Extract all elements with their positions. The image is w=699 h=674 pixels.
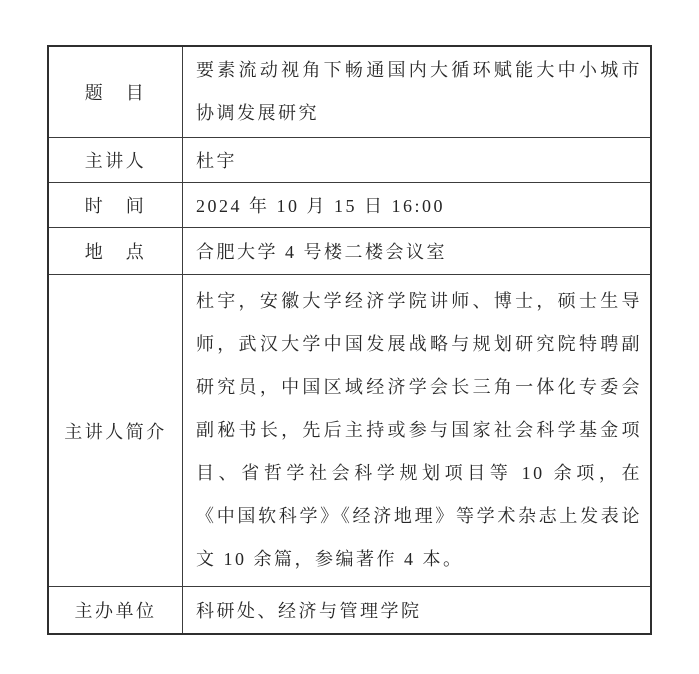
table-row-speaker — [48, 138, 651, 183]
time-label: 时 间 — [48, 183, 183, 228]
location-label: 地 点 — [48, 228, 183, 275]
title-value: 要素流动视角下畅通国内大循环赋能大中小城市协调发展研究 — [183, 46, 652, 138]
time-value: 2024 年 10 月 15 日 16:00 — [183, 183, 652, 228]
table-row-organizer — [48, 587, 651, 634]
speaker-bio-label: 主讲人简介 — [48, 275, 183, 587]
title-label: 题 目 — [48, 46, 183, 138]
table-row-time — [48, 183, 651, 228]
organizer-value: 科研处、经济与管理学院 — [183, 587, 652, 634]
location-value: 合肥大学 4 号楼二楼会议室 — [183, 228, 652, 275]
speaker-value: 杜宇 — [183, 138, 652, 183]
organizer-label: 主办单位 — [48, 587, 183, 634]
lecture-info-table — [47, 45, 652, 635]
table-row-title — [48, 46, 651, 138]
table-row-location — [48, 228, 651, 275]
speaker-bio-value: 杜宇，安徽大学经济学院讲师、博士，硕士生导师，武汉大学中国发展战略与规划研究院特聘副研究员，中国区域经济学会长三角一体化专委会副秘书长，先后主持或参与国家社会科学基金项目、省哲学社会科学规划项目等 10 余项，在《中国软科学》《经济地理》等学术杂志上发表论文 10 余篇，参编著作 4 本。 — [183, 275, 652, 587]
table-row-speaker-bio — [48, 275, 651, 587]
speaker-label: 主讲人 — [48, 138, 183, 183]
